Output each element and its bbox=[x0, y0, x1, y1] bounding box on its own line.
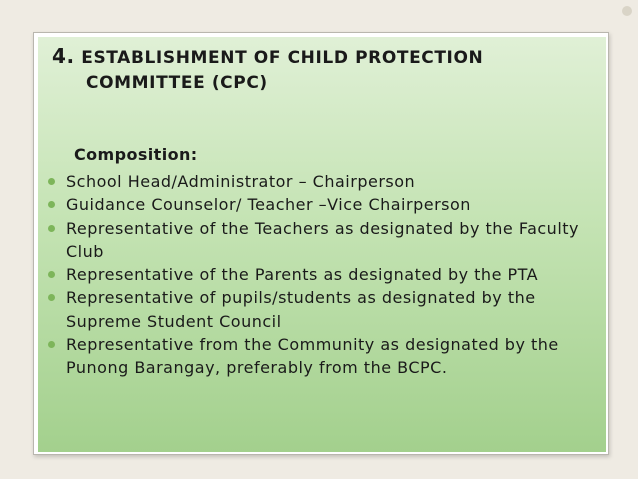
list-item bbox=[44, 263, 604, 286]
bullet-icon bbox=[48, 271, 55, 278]
title-number: 4. bbox=[52, 44, 75, 68]
list-item-text: Representative of pupils/students as designated by the Supreme Student Council bbox=[66, 288, 536, 331]
slide-title bbox=[52, 44, 592, 96]
list-item-text: Representative of the Teachers as designated by the Faculty Club bbox=[66, 218, 580, 261]
composition-heading: Composition: bbox=[74, 145, 198, 164]
bullet-icon bbox=[48, 201, 55, 208]
list-item bbox=[44, 193, 604, 216]
list-item bbox=[44, 217, 604, 264]
list-item bbox=[44, 286, 604, 333]
bullet-icon bbox=[48, 294, 55, 301]
list-item-text: Representative from the Community as designated by the Punong Barangay, preferably from the BCPC. bbox=[66, 335, 559, 378]
title-line-1: ESTABLISHMENT OF CHILD PROTECTION bbox=[81, 48, 484, 68]
composition-list bbox=[44, 170, 604, 380]
corner-dot bbox=[622, 6, 632, 16]
list-item-text: Representative of the Parents as designated by the PTA bbox=[66, 265, 539, 285]
list-item-text: Guidance Counselor/ Teacher –Vice Chairperson bbox=[66, 195, 471, 215]
title-line-2: COMMITTEE (CPC) bbox=[86, 73, 268, 93]
list-item-text: School Head/Administrator – Chairperson bbox=[66, 172, 416, 191]
bullet-icon bbox=[48, 341, 55, 348]
list-item bbox=[44, 333, 604, 380]
list-item bbox=[44, 170, 604, 193]
bullet-icon bbox=[48, 178, 55, 185]
bullet-icon bbox=[48, 225, 55, 232]
